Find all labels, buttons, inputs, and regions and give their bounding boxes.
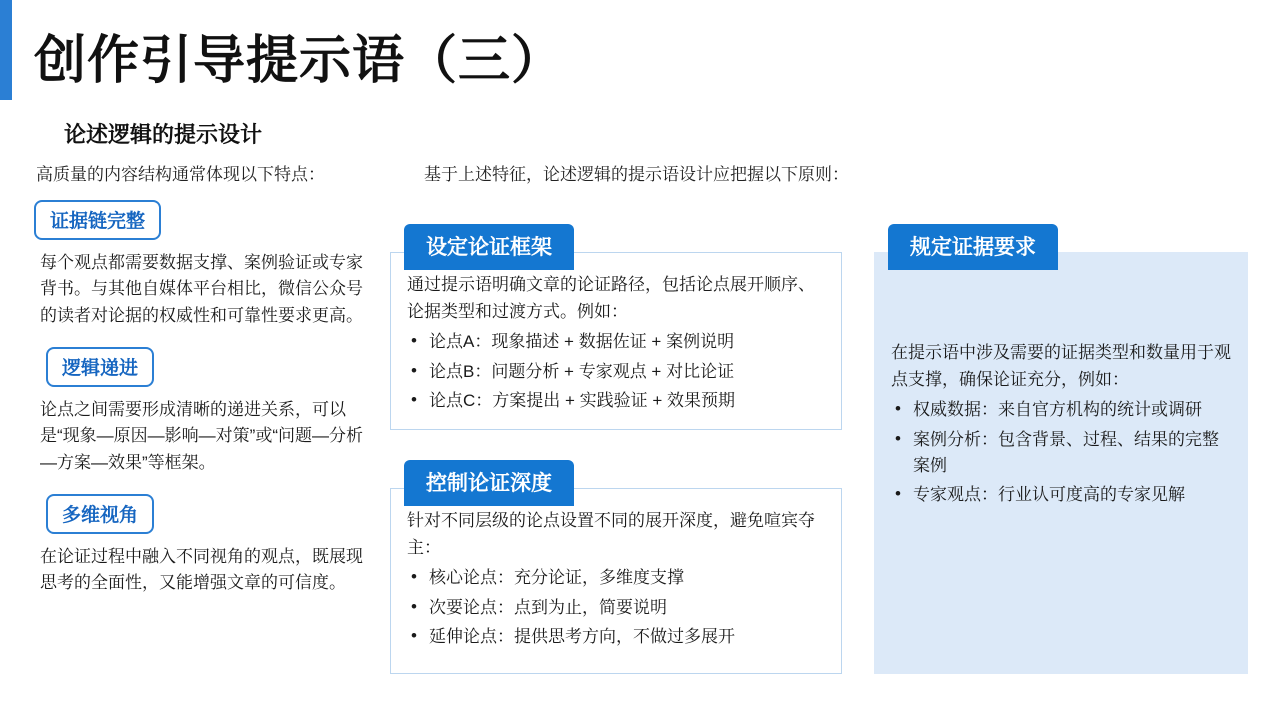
- lead-text-right: 基于上述特征，论述逻辑的提示语设计应把握以下原则：: [424, 165, 849, 184]
- card-framework: [390, 252, 842, 430]
- paragraph-evidence-chain: 每个观点都需要数据支撑、案例验证或专家背书。与其他自媒体平台相比，微信公众号的读者对论据的权威性和可靠性要求更高。: [40, 253, 363, 325]
- lead-text-left: 高质量的内容结构通常体现以下特点：: [36, 165, 325, 184]
- list-item: • 次要论点：点到为止，简要说明: [407, 595, 825, 621]
- bullet-list-depth: [407, 565, 825, 650]
- list-item: • 核心论点：充分论证，多维度支撑: [407, 565, 825, 591]
- badge-evidence-chain: 证据链完整: [34, 200, 161, 240]
- card-intro-evidence: 在提示语中涉及需要的证据类型和数量用于观点支撑，确保论证充分，例如：: [891, 343, 1231, 390]
- list-item: • 论点C：方案提出 + 实践验证 + 效果预期: [407, 388, 825, 414]
- list-item: • 延伸论点：提供思考方向，不做过多展开: [407, 624, 825, 650]
- card-body-depth: [391, 489, 841, 667]
- left-column: [34, 200, 374, 615]
- card-evidence: [874, 252, 1248, 674]
- list-item: • 论点B：问题分析 + 专家观点 + 对比论证: [407, 359, 825, 385]
- card-body-framework: [391, 253, 841, 431]
- paragraph-multi-perspective: 在论证过程中融入不同视角的观点，既展现思考的全面性，又能增强文章的可信度。: [40, 547, 363, 593]
- card-intro-depth: 针对不同层级的论点设置不同的展开深度，避免喧宾夺主：: [407, 511, 815, 558]
- accent-bar: [0, 0, 12, 100]
- page-title: 创作引导提示语（三）: [34, 32, 565, 90]
- bullet-list-framework: [407, 329, 825, 414]
- card-header-framework: 设定论证框架: [404, 224, 574, 270]
- list-item: • 论点A：现象描述 + 数据佐证 + 案例说明: [407, 329, 825, 355]
- card-body-evidence: [875, 253, 1247, 526]
- card-intro-framework: 通过提示语明确文章的论证路径，包括论点展开顺序、论据类型和过渡方式。例如：: [407, 275, 815, 322]
- badge-logical-progression: 逻辑递进: [46, 347, 154, 387]
- paragraph-logical-progression: 论点之间需要形成清晰的递进关系，可以是“现象—原因—影响—对策”或“问题—分析—方案—效果”等框架。: [40, 400, 363, 472]
- list-item: • 案例分析：包含背景、过程、结果的完整案例: [891, 427, 1231, 480]
- card-depth: [390, 488, 842, 674]
- bullet-list-evidence: [891, 397, 1231, 508]
- badge-multi-perspective: 多维视角: [46, 494, 154, 534]
- card-header-depth: 控制论证深度: [404, 460, 574, 506]
- section-title: 论述逻辑的提示设计: [64, 122, 263, 147]
- card-header-evidence: 规定证据要求: [888, 224, 1058, 270]
- list-item: • 专家观点：行业认可度高的专家见解: [891, 482, 1231, 508]
- list-item: • 权威数据：来自官方机构的统计或调研: [891, 397, 1231, 423]
